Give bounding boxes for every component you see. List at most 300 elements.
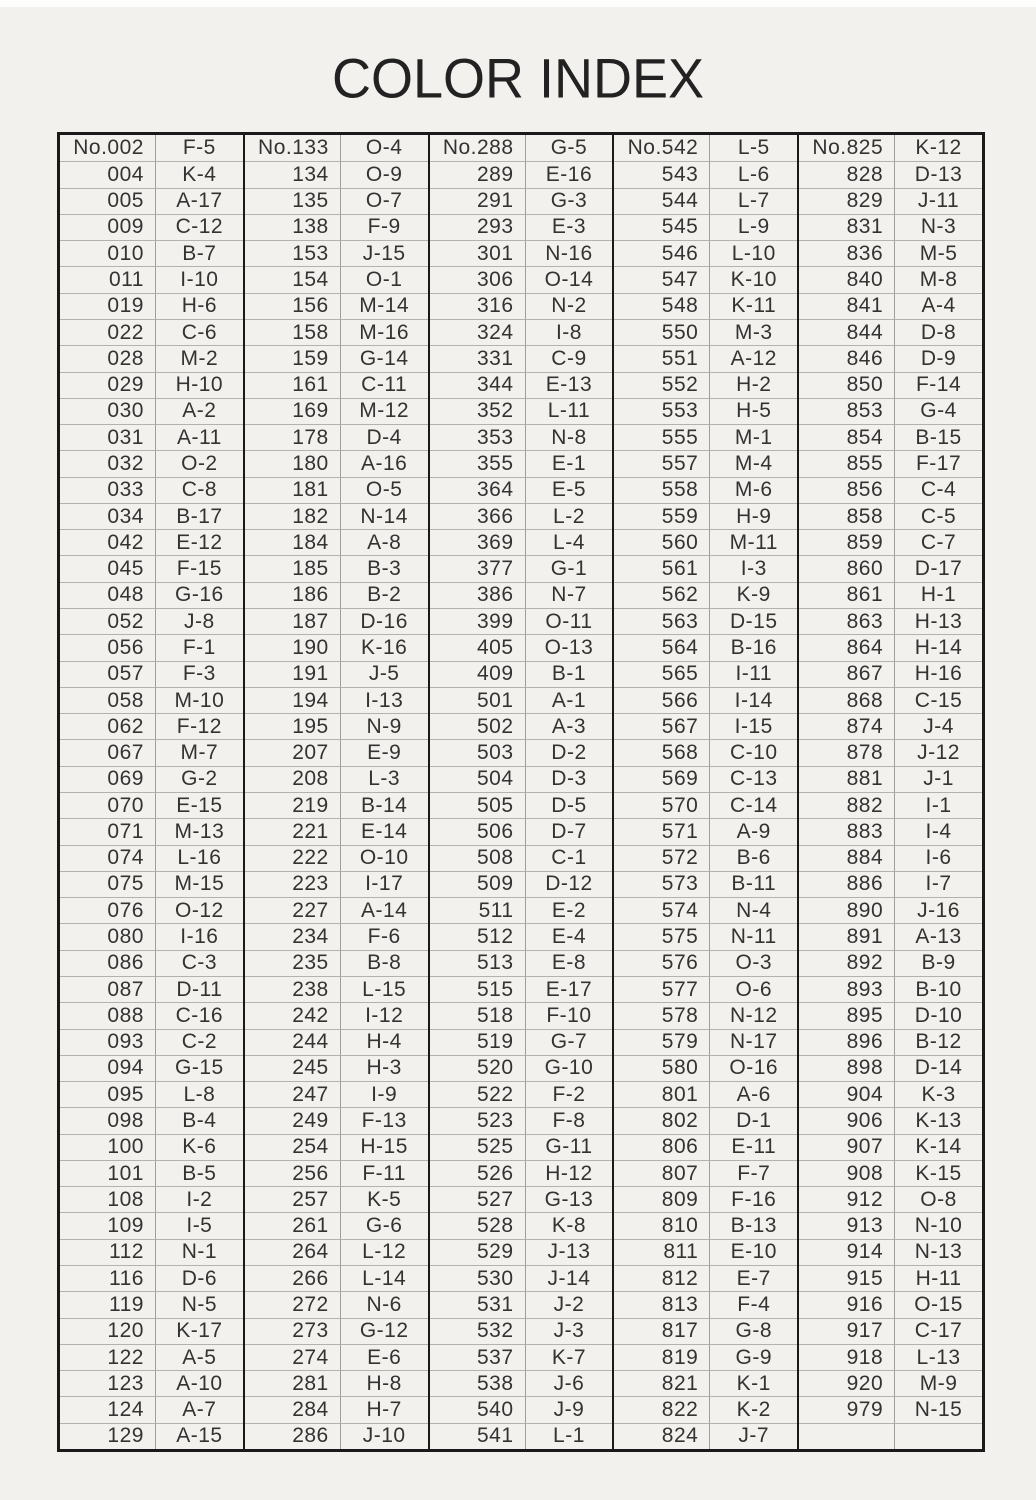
grid-code-cell: G-11 [526,1134,613,1160]
grid-code-cell: A-7 [156,1396,243,1422]
grid-code-cell: B-8 [341,950,428,976]
color-number-cell: 881 [799,766,895,792]
color-number-cell: 274 [245,1344,341,1370]
color-number-cell: 809 [614,1186,710,1212]
color-number-cell: 831 [799,214,895,240]
color-number-cell: 058 [60,687,156,713]
color-number-cell: 914 [799,1239,895,1265]
color-number-cell: 353 [430,424,526,450]
color-number-cell: 352 [430,398,526,424]
grid-code-cell: B-6 [710,845,797,871]
grid-code-cell: M-3 [710,319,797,345]
grid-code-cell: E-17 [526,976,613,1002]
color-number-cell: 247 [245,1081,341,1107]
color-number-cell: 528 [430,1212,526,1238]
color-number-cell: 515 [430,976,526,1002]
color-number-cell: 181 [245,477,341,503]
grid-code-cell: B-7 [156,240,243,266]
grid-code-cell: L-2 [526,503,613,529]
grid-code-cell: A-5 [156,1344,243,1370]
color-number-cell: 028 [60,345,156,371]
grid-code-cell: G-9 [710,1344,797,1370]
color-number-cell: 405 [430,634,526,660]
color-number-cell: 906 [799,1107,895,1133]
grid-code-cell: L-10 [710,240,797,266]
color-number-cell: 129 [60,1423,156,1449]
grid-code-cell: B-3 [341,555,428,581]
color-number-cell: 555 [614,424,710,450]
grid-code-cell: I-13 [341,687,428,713]
grid-code-cell: N-8 [526,424,613,450]
grid-code-cell: I-12 [341,1002,428,1028]
color-number-cell: 182 [245,503,341,529]
grid-code-cell: M-16 [341,319,428,345]
color-number-cell: 234 [245,923,341,949]
color-number-cell: 566 [614,687,710,713]
grid-code-cell: E-8 [526,950,613,976]
color-number-cell: 550 [614,319,710,345]
grid-code-cell: O-7 [341,188,428,214]
color-number-cell: 045 [60,555,156,581]
grid-code-cell: F-2 [526,1081,613,1107]
color-number-cell: 574 [614,897,710,923]
grid-code-cell: A-17 [156,188,243,214]
color-number-cell: 918 [799,1344,895,1370]
grid-code-cell: A-3 [526,713,613,739]
color-number-cell: 221 [245,818,341,844]
grid-code-cell: C-5 [895,503,982,529]
grid-code-cell: E-10 [710,1239,797,1265]
color-number-cell: 080 [60,923,156,949]
color-number-cell: 286 [245,1423,341,1449]
color-number-cell: 208 [245,766,341,792]
grid-code-cell: J-11 [895,188,982,214]
color-number-cell: 810 [614,1212,710,1238]
grid-code-cell: F-4 [710,1291,797,1317]
color-number-cell: 186 [245,582,341,608]
color-number-cell: 010 [60,240,156,266]
grid-code-cell: O-8 [895,1186,982,1212]
color-number-cell: 557 [614,450,710,476]
color-number-cell: 187 [245,608,341,634]
color-number-cell: 896 [799,1029,895,1055]
grid-code-cell: C-1 [526,845,613,871]
grid-code-cell: E-2 [526,897,613,923]
grid-code-cell: J-1 [895,766,982,792]
color-number-cell: 100 [60,1134,156,1160]
color-number-cell: 551 [614,345,710,371]
grid-code-cell: C-4 [895,477,982,503]
grid-code-cell: B-11 [710,871,797,897]
grid-code-cell: L-1 [526,1423,613,1449]
grid-code-cell: M-8 [895,266,982,292]
color-number-cell: 074 [60,845,156,871]
color-number-cell: 306 [430,266,526,292]
color-number-cell: 579 [614,1029,710,1055]
grid-code-cell: G-7 [526,1029,613,1055]
grid-code-cell: C-15 [895,687,982,713]
grid-code-cell: J-15 [341,240,428,266]
color-number-cell: 075 [60,871,156,897]
color-number-cell: 854 [799,424,895,450]
color-number-cell: 522 [430,1081,526,1107]
grid-code-cell: G-16 [156,582,243,608]
color-number-cell: 076 [60,897,156,923]
color-number-cell: 853 [799,398,895,424]
grid-code-cell: B-16 [710,634,797,660]
grid-code-cell: A-12 [710,345,797,371]
color-number-cell: 518 [430,1002,526,1028]
color-number-cell: 123 [60,1370,156,1396]
color-number-cell: 088 [60,1002,156,1028]
color-number-cell: 087 [60,976,156,1002]
grid-code-cell: O-6 [710,976,797,1002]
color-number-cell: 907 [799,1134,895,1160]
grid-code-cell: F-13 [341,1107,428,1133]
grid-code-cell: N-16 [526,240,613,266]
color-number-cell: 048 [60,582,156,608]
grid-code-cell: M-14 [341,293,428,319]
grid-code-cell: I-1 [895,792,982,818]
grid-code-cell: L-7 [710,188,797,214]
color-number-cell: 190 [245,634,341,660]
grid-code-cell: I-11 [710,661,797,687]
color-number-cell: 504 [430,766,526,792]
grid-code-cell: F-16 [710,1186,797,1212]
grid-code-cell: E-11 [710,1134,797,1160]
grid-code-cell: F-11 [341,1160,428,1186]
grid-code-cell: D-5 [526,792,613,818]
grid-code-cell: H-6 [156,293,243,319]
color-number-cell: 886 [799,871,895,897]
color-number-cell: 802 [614,1107,710,1133]
grid-code-cell: H-13 [895,608,982,634]
grid-code-cell: B-1 [526,661,613,687]
grid-code-cell: C-3 [156,950,243,976]
color-number-cell: 525 [430,1134,526,1160]
color-number-cell: 386 [430,582,526,608]
grid-code-cell: I-16 [156,923,243,949]
color-number-cell: 222 [245,845,341,871]
grid-code-cell: O-16 [710,1055,797,1081]
grid-code-cell: G-14 [341,345,428,371]
color-number-cell: 908 [799,1160,895,1186]
color-number-cell: 399 [430,608,526,634]
color-number-cell: 019 [60,293,156,319]
grid-code-cell: C-13 [710,766,797,792]
grid-code-cell: K-4 [156,161,243,187]
color-number-cell: 227 [245,897,341,923]
color-number-cell: 289 [430,161,526,187]
grid-code-cell: H-8 [341,1370,428,1396]
color-number-cell: 502 [430,713,526,739]
color-number-cell: 138 [245,214,341,240]
color-number-cell: 324 [430,319,526,345]
color-number-cell: 071 [60,818,156,844]
color-number-cell: 093 [60,1029,156,1055]
color-number-cell: 057 [60,661,156,687]
color-number-cell: 532 [430,1318,526,1344]
color-number-cell: No.002 [60,135,156,161]
grid-code-cell: O-2 [156,450,243,476]
grid-code-cell: J-10 [341,1423,428,1449]
grid-code-cell: C-12 [156,214,243,240]
grid-code-cell: B-5 [156,1160,243,1186]
grid-code-cell: C-7 [895,529,982,555]
color-number-cell: 261 [245,1212,341,1238]
grid-code-cell: E-12 [156,529,243,555]
color-number-cell: 244 [245,1029,341,1055]
grid-code-cell: G-10 [526,1055,613,1081]
grid-code-cell: I-2 [156,1186,243,1212]
color-number-cell: 369 [430,529,526,555]
grid-code-cell: B-2 [341,582,428,608]
grid-code-cell: K-8 [526,1212,613,1238]
grid-code-cell: J-16 [895,897,982,923]
color-number-cell: 859 [799,529,895,555]
grid-code-cell: M-15 [156,871,243,897]
grid-code-cell: H-5 [710,398,797,424]
grid-code-cell: M-2 [156,345,243,371]
grid-code-cell: J-9 [526,1396,613,1422]
color-number-cell: No.825 [799,135,895,161]
grid-code-cell: N-11 [710,923,797,949]
grid-code-cell: B-15 [895,424,982,450]
grid-code-cell: D-11 [156,976,243,1002]
grid-code-cell: L-5 [737,136,770,160]
color-number-cell: No.133 [245,135,341,161]
grid-code-cell: B-14 [341,792,428,818]
grid-code-cell: O-4 [365,136,403,160]
color-number-cell: 526 [430,1160,526,1186]
color-number-cell: 108 [60,1186,156,1212]
color-number-cell: 293 [430,214,526,240]
color-number-cell: 101 [60,1160,156,1186]
color-number-cell: 563 [614,608,710,634]
column-group-2 [243,135,428,1449]
grid-code-cell: D-7 [526,818,613,844]
grid-code-cell: E-9 [341,739,428,765]
color-number-cell: 882 [799,792,895,818]
grid-code-cell: C-8 [156,477,243,503]
color-number-cell: 112 [60,1239,156,1265]
grid-code-cell: G-2 [156,766,243,792]
color-number-cell: 191 [245,661,341,687]
color-number-cell: 094 [60,1055,156,1081]
color-number-cell: 824 [614,1423,710,1449]
grid-code-cell: D-15 [710,608,797,634]
color-number-cell: 508 [430,845,526,871]
color-number-cell: 846 [799,345,895,371]
color-number-cell: 817 [614,1318,710,1344]
grid-code-cell: N-14 [341,503,428,529]
column-group-3 [428,135,613,1449]
color-number-cell: 156 [245,293,341,319]
grid-code-cell: J-3 [526,1318,613,1344]
grid-code-cell: F-6 [341,923,428,949]
grid-code-cell: O-3 [710,950,797,976]
color-number-cell: 364 [430,477,526,503]
grid-code-cell: O-13 [526,634,613,660]
color-number-cell: 822 [614,1396,710,1422]
grid-code-cell: O-1 [341,266,428,292]
grid-code-cell: J-13 [526,1239,613,1265]
grid-code-cell: J-12 [895,739,982,765]
grid-code-cell: H-15 [341,1134,428,1160]
grid-code-cell: M-5 [895,240,982,266]
grid-code-cell: A-8 [341,529,428,555]
grid-code-cell: A-15 [156,1423,243,1449]
grid-code-cell: C-17 [895,1318,982,1344]
grid-code-cell: E-16 [526,161,613,187]
color-number-cell: 169 [245,398,341,424]
color-number-cell: 580 [614,1055,710,1081]
grid-code-cell: A-13 [895,923,982,949]
color-number-cell: 031 [60,424,156,450]
grid-code-cell: H-3 [341,1055,428,1081]
grid-code-cell: L-3 [341,766,428,792]
color-number-cell: 519 [430,1029,526,1055]
column-group-1 [60,135,243,1449]
grid-code-cell: K-9 [710,582,797,608]
color-number-cell: 801 [614,1081,710,1107]
grid-code-cell: L-4 [526,529,613,555]
color-number-cell: 558 [614,477,710,503]
color-number-cell: 207 [245,739,341,765]
color-number-cell: 537 [430,1344,526,1370]
color-number-cell: 273 [245,1318,341,1344]
color-number-cell: 573 [614,871,710,897]
grid-code-cell: G-6 [341,1212,428,1238]
grid-code-cell: O-5 [341,477,428,503]
color-number-cell: 344 [430,372,526,398]
grid-code-cell: A-11 [156,424,243,450]
color-number-cell: 567 [614,713,710,739]
color-number-cell: 868 [799,687,895,713]
color-number-cell: 178 [245,424,341,450]
grid-code-cell: O-14 [526,266,613,292]
grid-code-cell: K-3 [895,1081,982,1107]
color-number-cell: 561 [614,555,710,581]
grid-code-cell: N-7 [526,582,613,608]
grid-code-cell: D-12 [526,871,613,897]
color-number-cell: 828 [799,161,895,187]
grid-code-cell: D-3 [526,766,613,792]
grid-code-cell: H-9 [710,503,797,529]
grid-code-cell: L-9 [710,214,797,240]
grid-code-cell: H-2 [710,372,797,398]
color-number-cell: 291 [430,188,526,214]
color-number-cell: 030 [60,398,156,424]
grid-code-cell: C-6 [156,319,243,345]
color-number-cell: 249 [245,1107,341,1133]
grid-code-cell: E-3 [526,214,613,240]
color-number-cell: 874 [799,713,895,739]
scan-edge-strip [0,0,1036,7]
grid-code-cell: K-1 [710,1370,797,1396]
grid-code-cell: N-15 [895,1396,982,1422]
grid-code-cell: F-10 [526,1002,613,1028]
grid-code-cell: I-10 [156,266,243,292]
grid-code-cell: G-1 [526,555,613,581]
grid-code-cell: D-10 [895,1002,982,1028]
grid-code-cell: N-3 [895,214,982,240]
color-number-cell: 256 [245,1160,341,1186]
color-number-cell: 850 [799,372,895,398]
color-number-cell: 543 [614,161,710,187]
grid-code-cell: O-9 [341,161,428,187]
color-number-cell: 576 [614,950,710,976]
color-number-cell: 884 [799,845,895,871]
color-number-cell: 355 [430,450,526,476]
grid-code-cell: D-9 [895,345,982,371]
grid-code-cell: D-8 [895,319,982,345]
grid-code-cell: L-6 [710,161,797,187]
grid-code-cell: G-3 [526,188,613,214]
grid-code-cell: F-7 [710,1160,797,1186]
grid-code-cell: M-10 [156,687,243,713]
color-number-cell: 916 [799,1291,895,1317]
color-number-cell: 272 [245,1291,341,1317]
grid-code-cell: J-5 [341,661,428,687]
color-number-cell: 032 [60,450,156,476]
grid-code-cell: D-1 [710,1107,797,1133]
grid-code-cell: K-10 [710,266,797,292]
color-number-cell: 120 [60,1318,156,1344]
grid-code-cell: H-4 [341,1029,428,1055]
grid-code-cell: G-13 [526,1186,613,1212]
color-number-cell: 807 [614,1160,710,1186]
grid-code-cell: D-16 [341,608,428,634]
color-number-cell: 529 [430,1239,526,1265]
color-number-cell: 033 [60,477,156,503]
grid-code-cell: G-8 [710,1318,797,1344]
color-number-cell: 841 [799,293,895,319]
color-number-cell: 917 [799,1318,895,1344]
color-number-cell: 898 [799,1055,895,1081]
color-number-cell: 034 [60,503,156,529]
grid-code-cell: F-12 [156,713,243,739]
color-number-cell: 154 [245,266,341,292]
grid-code-cell: K-13 [895,1107,982,1133]
grid-code-cell: A-10 [156,1370,243,1396]
grid-code-cell: K-5 [341,1186,428,1212]
grid-code-cell: L-13 [895,1344,982,1370]
grid-code-cell: H-16 [895,661,982,687]
color-number-cell: 301 [430,240,526,266]
color-number-cell: 560 [614,529,710,555]
grid-code-cell: E-1 [526,450,613,476]
color-number-cell: 546 [614,240,710,266]
color-number-cell: 913 [799,1212,895,1238]
grid-code-cell: B-10 [895,976,982,1002]
color-number-cell: 893 [799,976,895,1002]
grid-code-cell: M-12 [341,398,428,424]
color-number-cell: 520 [430,1055,526,1081]
grid-code-cell: I-5 [156,1212,243,1238]
page-title: COLOR INDEX [331,48,705,110]
grid-code-cell: G-15 [156,1055,243,1081]
grid-code-cell: C-14 [710,792,797,818]
grid-code-cell: F-5 [182,136,216,160]
grid-code-cell: M-6 [710,477,797,503]
color-number-cell: 565 [614,661,710,687]
color-number-cell: 235 [245,950,341,976]
grid-code-cell: E-13 [526,372,613,398]
color-number-cell: 867 [799,661,895,687]
color-number-cell: 883 [799,818,895,844]
grid-code-cell: L-14 [341,1265,428,1291]
